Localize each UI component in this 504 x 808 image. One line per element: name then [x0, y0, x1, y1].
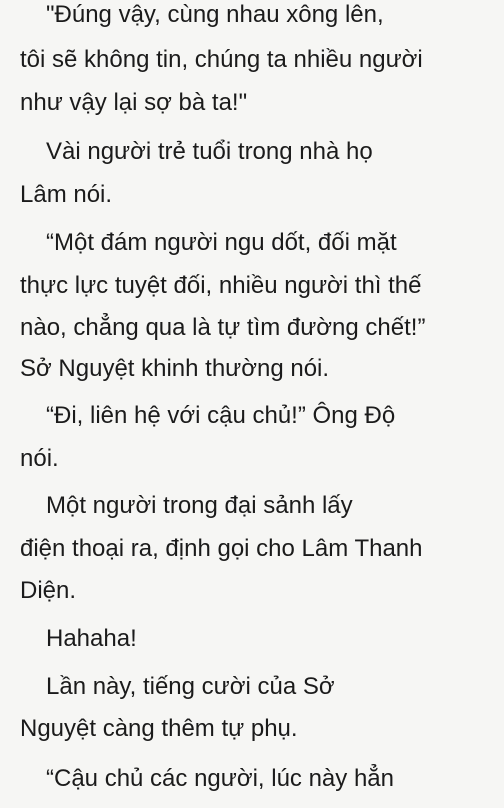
text-line: "Đúng vậy, cùng nhau xông lên,: [46, 1, 384, 28]
text-line: “Đi, liên hệ với cậu chủ!” Ông Độ: [46, 402, 396, 429]
text-line: nói.: [20, 445, 59, 472]
text-line: Hahaha!: [46, 625, 137, 652]
text-line: thực lực tuyệt đối, nhiều người thì thế: [20, 272, 422, 299]
text-line: điện thoại ra, định gọi cho Lâm Thanh: [20, 535, 423, 562]
text-line: Sở Nguyệt khinh thường nói.: [20, 355, 330, 382]
text-line: Một người trong đại sảnh lấy: [46, 492, 353, 519]
text-line: tôi sẽ không tin, chúng ta nhiều người: [20, 46, 423, 73]
text-line: Lần này, tiếng cười của Sở: [46, 673, 335, 700]
text-line: “Cậu chủ các người, lúc này hẳn: [46, 765, 394, 792]
text-line: Lâm nói.: [20, 181, 113, 208]
text-line: nào, chẳng qua là tự tìm đường chết!”: [20, 314, 426, 341]
text-line: “Một đám người ngu dốt, đối mặt: [46, 229, 397, 256]
text-line: Nguyệt càng thêm tự phụ.: [20, 715, 298, 742]
text-line: Diện.: [20, 577, 77, 604]
text-line: như vậy lại sợ bà ta!": [20, 89, 248, 116]
text-line: Vài người trẻ tuổi trong nhà họ: [46, 138, 373, 165]
